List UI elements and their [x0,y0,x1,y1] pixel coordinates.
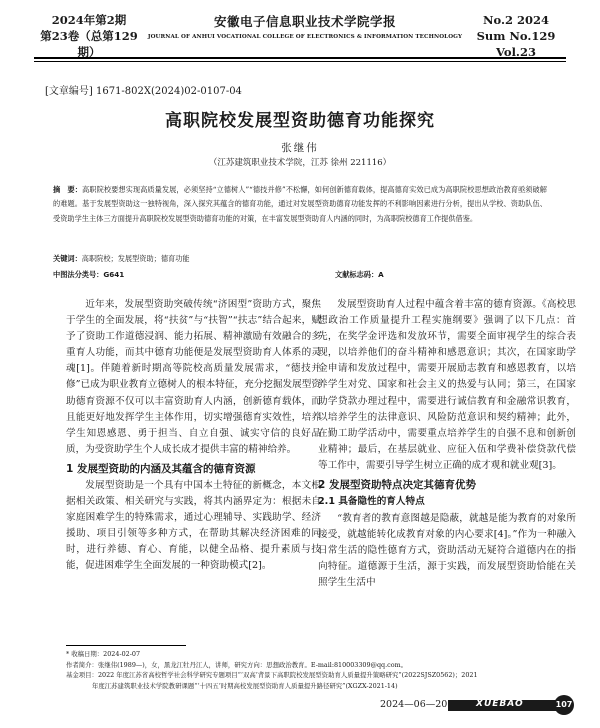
journal-title-block [144,12,466,40]
keywords-label: 关键词： [53,254,82,263]
paragraph: 发展型资助育人过程中蕴含着丰富的德育资源。《高校思想政治工作质量提升工程实施纲要》强调了以下几点：首先，在奖学金评选和发放环节，需要全面审视学生的综合表现，以培养他们的奋斗精神和感恩意识；其次，在国家助学金申请和发放过程中，需要开展励志教育和感恩教育，以培养学生对党、国家和社会主义的热爱与认同；第三，在国家助学贷款办理过程中，需要进行诚信教育和金融常识教育，以培养学生的法律意识、风险防范意识和契约精神；此外，在勤工助学活动中，需要重点培养学生的自强不息和创新创业精神；最后，在基层就业、应征入伍和学费补偿贷款代偿等工作中，需要引导学生树立正确的成才观和就业观[3]。 [318,299,576,471]
footnote-received: * 收稿日期：2024-02-07 [66,650,141,658]
body-column-left [66,297,321,575]
page-footer [0,697,600,717]
classification-number: 中图法分类号：G641 [53,270,125,279]
article-title: 高职院校发展型资助德育功能探究 [165,111,435,131]
footnote-rule [66,645,186,646]
publication-date: 2024—06—20 [380,699,448,710]
issue-year: 2024年第2期 [51,13,127,27]
abstract [53,183,547,226]
article-number: [文章编号] 1671-802X(2024)02-0107-04 [45,86,242,97]
footnote-author: 作者简介：张继伟(1989—)，女，黑龙江牡丹江人，讲师，研究方向：思想政治教育。E-mail:810003309@qq.com。 [66,660,408,669]
author-name: 张继伟 [281,142,319,154]
paragraph: 近年来，发展型资助突破传统“济困型”资助方式，聚焦于学生的全面发展，将“扶贫”与“扶智”“扶志”结合起来，赋予了资助工作道德浸润、能力拓展、精神激励有效融合的多重育人功能，而其中德育功能便是发展型资助育人体系的灵魂[1]。伴随着新时期高等院校高质量发展需求，“德技并修”已成为职业教育立德树人的根本特征，充分挖掘发展型资助德育资源不仅可以丰富资助育人内涵，创新德育载体，而且能更好地发挥学生主体作用，切实增强德育实效性，培养学生知恩感恩、勇于担当、自立自强、诚实守信的良好品质，为受资助学生个人成长成才提供丰富的精神给养。 [66,299,321,455]
issue-volume: 第23卷（总第129期） [40,29,138,59]
footnote-fund-1: 基金项目：2022 年度江苏省高校哲学社会科学研究专题项目“‘双高’背景下高职院校发展型资助育人质量提升策略研究”(2022SJSZ0562)；2021 [66,671,478,680]
section-heading-2: 2 发展型资助特点决定其德育优势 [318,479,476,492]
abstract-text: 高职院校要想实现高质量发展，必须坚持“立德树人”“德技并修”不松懈，如何创新德育载体，提高德育实效已成为高职院校思想政治教育亟须破解的难题。基于发展型资助这一独特视角，深入探究其蕴含的德育功能，通过对发展型资助德育功能发挥的不利影响因素进行分析，提出从学校、资助队伍、受资助学生主体三方面提升高职院校发展型资助德育功能的对策，在丰富发展型资助育人内涵的同时，为高职院校德育工作提供借鉴。 [53,185,547,223]
issue-sum-en: Sum No.129 Vol.23 [476,29,556,59]
issue-info-left [34,12,144,60]
abstract-label: 摘 要： [53,185,83,194]
keywords [53,254,547,264]
issue-number-en: No.2 2024 [483,13,549,27]
author-affiliation: （江苏建筑职业技术学院，江苏 徐州 221116） [208,158,392,168]
journal-header [34,9,566,59]
header-rule-thin [34,61,566,62]
issue-info-right [466,12,566,60]
header-rule-thick [34,57,566,59]
subsection-heading-2-1: 2.1 具备隐性的育人特点 [318,496,425,508]
footer-brand: XUEBAO [476,699,524,709]
journal-name-cn: 安徽电子信息职业技术学院学报 [213,14,396,29]
footnotes [66,649,566,691]
document-code: 文献标志码：A [335,270,384,279]
paragraph: “教育者的教育意图越是隐蔽，就越是能为教育的对象所接受，就越能转化成教育对象的内心要求[4]。”作为一种融入日常生活的隐性德育方式，资助活动无疑符合道德内在的指向特征。道德源于生活，源于实践，而发展型资助恰能在关照学生生活中 [318,513,576,589]
page-number: 107 [554,695,574,715]
body-column-right [318,297,576,592]
footnote-fund-2: 年度江苏建筑职业技术学院教研课题“‘十四五’时期高校发展型资助育人质量提升路径研究”(XGZX-2021-14) [92,681,398,690]
journal-name-en: JOURNAL OF ANHUI VOCATIONAL COLLEGE OF ELECTRONICS & INFORMATION TECHNOLOGY [147,34,463,40]
keywords-text: 高职院校；发展型资助；德育功能 [81,254,190,263]
section-heading-1: 1 发展型资助的内涵及其蕴含的德育资源 [66,462,256,475]
paragraph: 发展型资助是一个具有中国本土特征的新概念，本文根据相关政策、相关研究与实践，将其内涵界定为：根据未自家庭困难学生的特殊需求，通过心理辅导、实践助学、经济援助、项目引领等多种方式，在帮助其解决经济困难的同时，进行养德、育心、育能，以健全品格、提升素质与技能，促进困难学生全面发展的一种资助模式[2]。 [66,479,321,572]
